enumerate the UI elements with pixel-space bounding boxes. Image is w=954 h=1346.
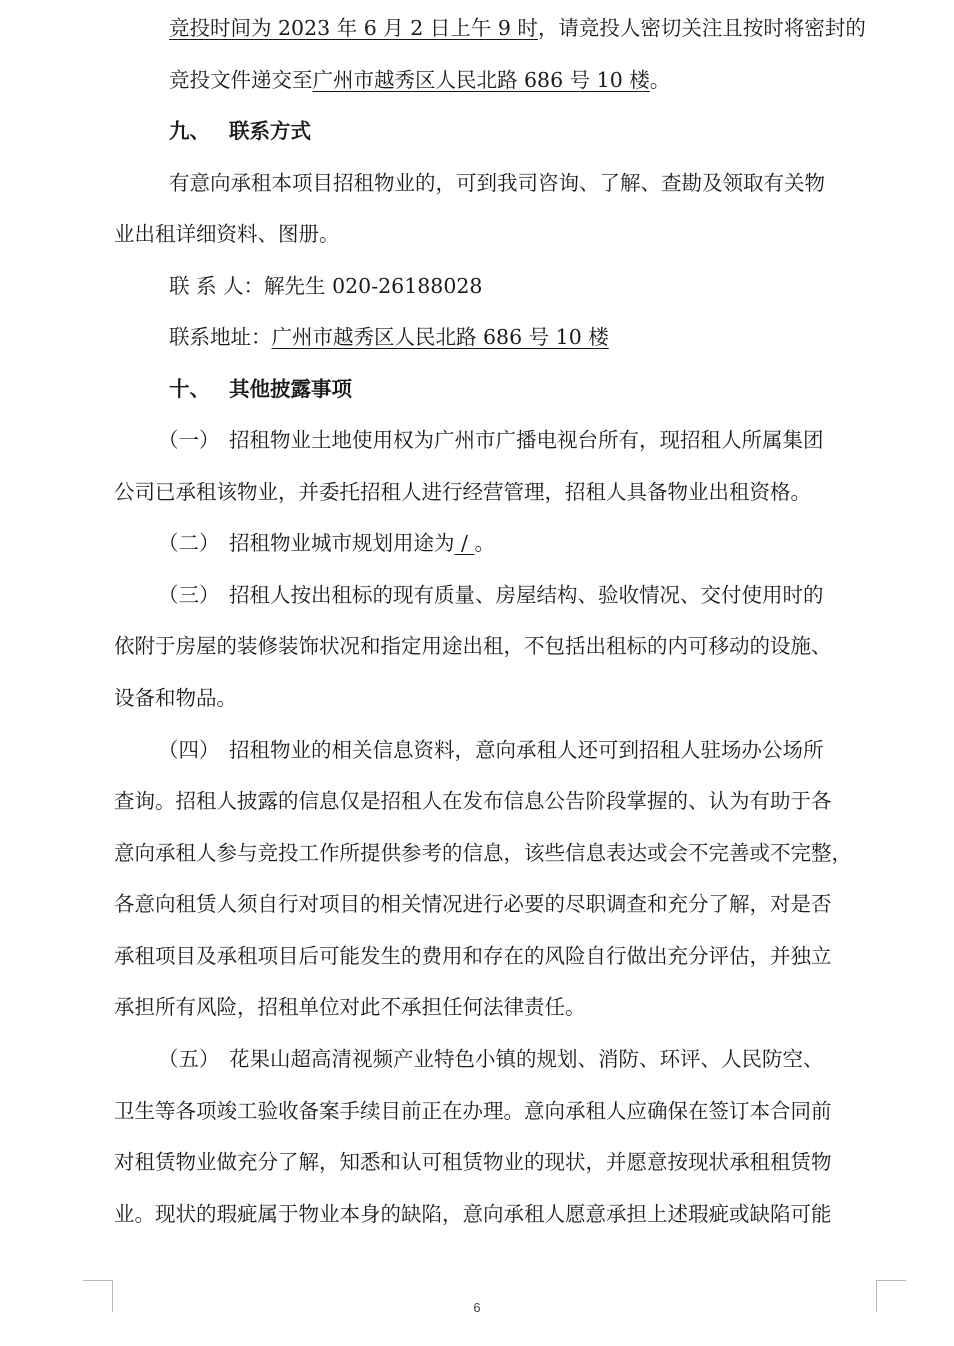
section-title: 其他披露事项 (229, 377, 352, 401)
item-3-line-1: （三） 招租人按出租标的现有质量、房屋结构、验收情况、交付使用时的 (0, 569, 954, 621)
item-4-line-4: 各意向租赁人须自行对项目的相关情况进行必要的尽职调查和充分了解，对是否 (114, 892, 832, 916)
contact-person-line (0, 260, 954, 312)
contact-person-value: 解先生 020-26188028 (264, 274, 483, 298)
item-4-line-2: 查询。招租人披露的信息仅是招租人在发布信息公告阶段掌握的、认为有助于各 (114, 789, 832, 813)
paragraph-line-1: 竞投时间为 2023 年 6 月 2 日上午 9 时，请竞投人密切关注且按时将密封的 (169, 16, 866, 40)
item-5-line-2: 卫生等各项竣工验收备案手续目前正在办理。意向承租人应确保在签订本合同前 (114, 1099, 832, 1123)
item-2-line-1: （二） 招租物业城市规划用途为 / 。 (0, 517, 954, 569)
item-4-line-5: 承租项目及承租项目后可能发生的费用和存在的风险自行做出充分评估，并独立 (114, 944, 832, 968)
section-title: 联系方式 (229, 119, 311, 143)
paragraph-line-5: 业出租详细资料、图册。 (114, 222, 340, 246)
item-1-line-1: （一） 招租物业土地使用权为广州市广播电视台所有，现招租人所属集团 (0, 414, 954, 466)
item-4-line-3: 意向承租人参与竞投工作所提供参考的信息，该些信息表达或会不完善或不完整， (114, 841, 852, 865)
item-number: （一） (158, 428, 220, 452)
paragraph-line-2: 竞投文件递交至广州市越秀区人民北路 686 号 10 楼。 (169, 68, 671, 92)
item-number: （三） (158, 583, 220, 607)
section-heading-disclosure (0, 363, 954, 415)
paragraph-line-4: 有意向承租本项目招租物业的，可到我司咨询、了解、查勘及领取有关物 (169, 171, 825, 195)
contact-person-label: 联 系 人： (169, 274, 265, 298)
page-number: 6 (473, 1300, 481, 1315)
contact-address-value: 广州市越秀区人民北路 686 号 10 楼 (271, 325, 609, 349)
item-3-line-3: 设备和物品。 (114, 686, 237, 710)
section-number: 十、 (169, 377, 210, 401)
item-3-line-2: 依附于房屋的装修装饰状况和指定用途出租，不包括出租标的内可移动的设施、 (114, 634, 832, 658)
item-5-line-3: 对租赁物业做充分了解，知悉和认可租赁物业的现状，并愿意按现状承租租赁物 (114, 1150, 832, 1174)
submission-address-underlined: 广州市越秀区人民北路 686 号 10 楼 (312, 68, 650, 92)
section-heading-contact (0, 105, 954, 157)
section-number: 九、 (169, 119, 210, 143)
bid-time-underlined: 竞投时间为 2023 年 6 月 2 日上午 9 时 (169, 16, 538, 40)
contact-address-line (0, 311, 954, 363)
item-4-line-1: （四） 招租物业的相关信息资料，意向承租人还可到招租人驻场办公场所 (0, 724, 954, 776)
item-number: （五） (158, 1047, 220, 1071)
contact-address-label: 联系地址： (169, 325, 272, 349)
item-4-line-6: 承担所有风险，招租单位对此不承担任何法律责任。 (114, 995, 586, 1019)
item-5-line-1: （五） 花果山超高清视频产业特色小镇的规划、消防、环评、人民防空、 (0, 1033, 954, 1085)
item-1-line-2: 公司已承租该物业，并委托招租人进行经营管理，招租人具备物业出租资格。 (114, 480, 811, 504)
item-number: （四） (158, 738, 220, 762)
planning-use-underlined: / (454, 531, 475, 555)
item-number: （二） (158, 531, 220, 555)
item-5-line-4: 业。现状的瑕疵属于物业本身的缺陷，意向承租人愿意承担上述瑕疵或缺陷可能 (114, 1202, 832, 1226)
